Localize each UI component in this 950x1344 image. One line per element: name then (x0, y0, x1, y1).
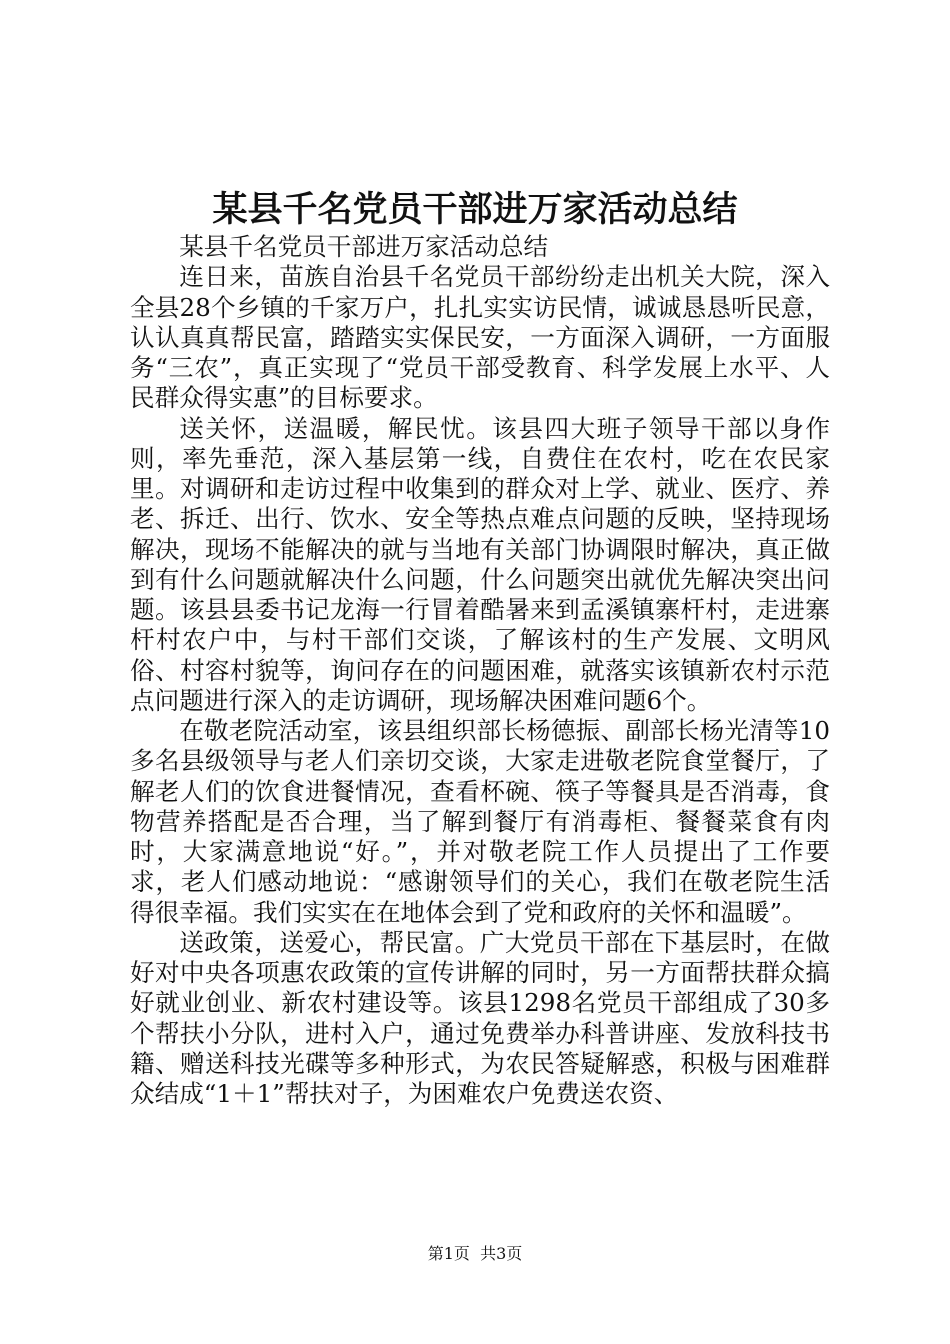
page-number-footer: 第1页 共3页 (427, 1244, 523, 1263)
paragraph-intro: 连日来，苗族自治县千名党员干部纷纷走出机关大院，深入全县28个乡镇的千家万户，扎扎实实访民情，诚诚恳恳听民意，认认真真帮民富，踏踏实实保民安，一方面深入调研，一方面服务“三农”，真正实现了“党员干部受教育、科学发展上水平、人民群众得实惠”的目标要求。 (130, 262, 830, 413)
document-body (130, 232, 830, 1109)
paragraph-subtitle: 某县千名党员干部进万家活动总结 (179, 232, 549, 261)
paragraph-policy: 送政策，送爱心，帮民富。广大党员干部在下基层时，在做好对中央各项惠农政策的宣传讲解的同时，另一方面帮扶群众搞好就业创业、新农村建设等。该县1298名党员干部组成了30多个帮扶小分队，进村入户，通过免费举办科普讲座、发放科技书籍、赠送科技光碟等多种形式，为农民答疑解惑，积极与困难群众结成“1＋1”帮扶对子，为困难农户免费送农资、 (130, 927, 830, 1108)
paragraph-care: 送关怀，送温暖，解民忧。该县四大班子领导干部以身作则，率先垂范，深入基层第一线，自费住在农村，吃在农民家里。对调研和走访过程中收集到的群众对上学、就业、医疗、养老、拆迁、出行、饮水、安全等热点难点问题的反映，坚持现场解决，现场不能解决的就与当地有关部门协调限时解决，真正做到有什么问题就解决什么问题，什么问题突出就优先解决突出问题。该县县委书记龙海一行冒着酷暑来到孟溪镇寨杆村，走进寨杆村农户中，与村干部们交谈，了解该村的生产发展、文明风俗、村容村貌等，询问存在的问题困难，就落实该镇新农村示范点问题进行深入的走访调研，现场解决困难问题6个。 (130, 413, 830, 715)
paragraph-nursing-home: 在敬老院活动室，该县组织部长杨德振、副部长杨光清等10多名县级领导与老人们亲切交谈，大家走进敬老院食堂餐厅，了解老人们的饮食进餐情况，查看杯碗、筷子等餐具是否消毒，食物营养搭配是否合理，当了解到餐厅有消毒柜、餐餐菜食有肉时，大家满意地说“好。”，并对敬老院工作人员提出了工作要求，老人们感动地说：“感谢领导们的关心，我们在敬老院生活得很幸福。我们实实在在地体会到了党和政府的关怀和温暖”。 (130, 716, 830, 927)
document-title: 某县千名党员干部进万家活动总结 (212, 190, 738, 230)
